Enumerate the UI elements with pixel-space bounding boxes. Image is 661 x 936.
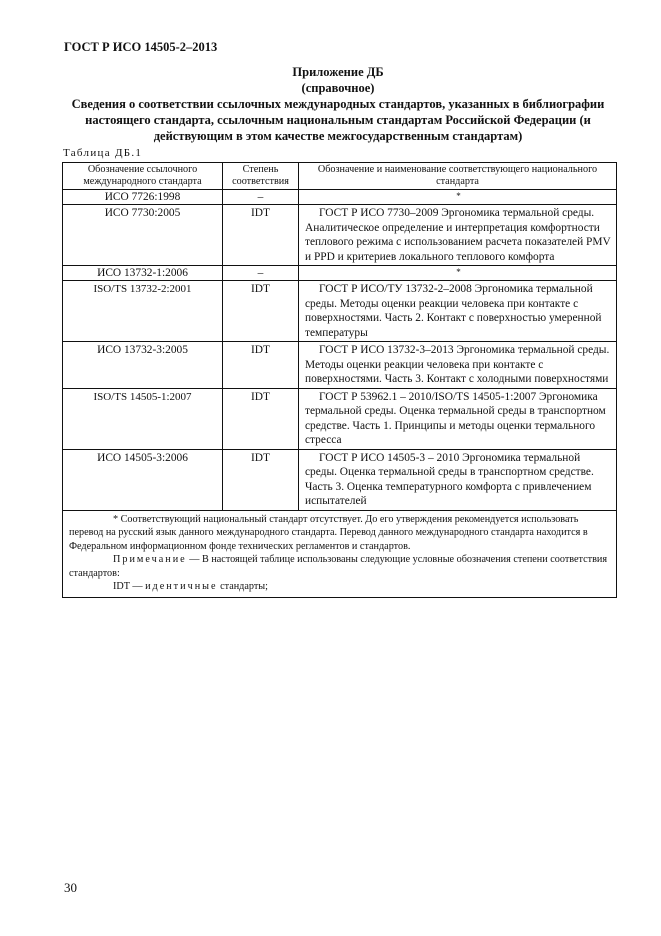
cell-standard: ISO/TS 14505-1:2007 <box>63 388 223 449</box>
cell-standard: ИСО 13732-1:2006 <box>63 266 223 281</box>
cell-degree: IDT <box>223 449 299 510</box>
annex-title: Приложение ДБ <box>292 65 384 79</box>
page-number: 30 <box>64 880 77 895</box>
table-row <box>63 449 617 510</box>
note-label: Примечание <box>113 554 187 565</box>
cell-national-text: ГОСТ Р ИСО 14505-3 – 2010 Эргономика термальной среды. Оценка термальной среды в транспортном средстве. Часть 3. Оценка температурного комфорта с привлечением испытателей <box>305 451 594 507</box>
annex-subtitle-line: Сведения о соответствии ссылочных международных стандартов, указанных в библиографии <box>71 97 605 111</box>
note <box>69 553 612 580</box>
header-national-standard: Обозначение и наименование соответствующего национального стандарта <box>299 163 617 190</box>
cell-national <box>299 388 617 449</box>
annex-subtitle-line: действующим в этом качестве межгосударственным стандартам) <box>153 129 523 143</box>
table-row <box>63 342 617 389</box>
cell-national-text: ГОСТ Р ИСО 13732-3–2013 Эргономика термальной среды. Методы оценки реакции человека при контакте с поверхностями. Часть 3. Контакт с холодными поверхностями <box>305 344 610 385</box>
cell-degree: IDT <box>223 342 299 389</box>
cell-degree: IDT <box>223 205 299 266</box>
table-row <box>63 190 617 205</box>
idt-definition <box>69 580 612 594</box>
table-row <box>63 281 617 342</box>
cell-national: * <box>299 266 617 281</box>
standards-table <box>62 162 617 598</box>
cell-degree: – <box>223 266 299 281</box>
table-caption: Таблица ДБ.1 <box>63 147 143 159</box>
cell-national-text: ГОСТ Р ИСО 7730–2009 Эргономика термальной среды. Аналитическое определение и интерпретация комфортности теплового режима с использованием расчета показателей PMV и PPD и критериев локального теплового комфорта <box>305 207 611 263</box>
standards-table-wrap <box>62 162 616 598</box>
header-international-standard: Обозначение ссылочного международного стандарта <box>63 163 223 190</box>
header-degree: Степень соответствия <box>223 163 299 190</box>
cell-national <box>299 205 617 266</box>
cell-national-text: ГОСТ Р ИСО/ТУ 13732-2–2008 Эргономика термальной среды. Методы оценки реакции человека при контакте с поверхностями. Часть 2. Контакт с поверхностью умеренной температуры <box>305 283 602 339</box>
cell-national <box>299 342 617 389</box>
cell-standard: ИСО 7726:1998 <box>63 190 223 205</box>
table-row <box>63 205 617 266</box>
annex-subtitle-line: настоящего стандарта, ссылочным национальным стандартам Российской Федерации (и <box>85 113 591 127</box>
idt-dash: — <box>129 581 146 592</box>
idt-meaning: идентичные <box>145 581 218 592</box>
annex-kind: (справочное) <box>301 81 375 95</box>
cell-national-text: ГОСТ Р 53962.1 – 2010/ISO/TS 14505-1:2007 Эргономика термальной среды. Оценка термальной среды в транспортном средстве. Часть 1. Принципы и методы оценки термального стресса <box>305 390 606 446</box>
cell-standard: ИСО 7730:2005 <box>63 205 223 266</box>
table-footer-row <box>63 510 617 597</box>
table-footer <box>63 510 617 597</box>
cell-degree: IDT <box>223 388 299 449</box>
cell-standard: ИСО 14505-3:2006 <box>63 449 223 510</box>
cell-standard: ИСО 13732-3:2005 <box>63 342 223 389</box>
idt-code: IDT <box>113 581 130 592</box>
note-text: — В настоящей таблице использованы следующие условные обозначения степени соответствия стандартов: <box>69 554 608 579</box>
footnote: * Соответствующий национальный стандарт отсутствует. До его утверждения рекомендуется использовать перевод на русский язык данного международного стандарта. Перевод данного международного стандарта находится в Федеральном информационном фонде технических регламентов и стандартов. <box>69 513 588 552</box>
cell-degree: – <box>223 190 299 205</box>
table-row <box>63 388 617 449</box>
cell-degree: IDT <box>223 281 299 342</box>
cell-standard: ISO/TS 13732-2:2001 <box>63 281 223 342</box>
document-code: ГОСТ Р ИСО 14505-2–2013 <box>64 40 218 54</box>
table-header-row <box>63 163 617 190</box>
cell-national <box>299 449 617 510</box>
annex-heading <box>62 64 614 144</box>
cell-national: * <box>299 190 617 205</box>
cell-national <box>299 281 617 342</box>
idt-suffix: стандарты; <box>217 581 268 592</box>
table-row <box>63 266 617 281</box>
